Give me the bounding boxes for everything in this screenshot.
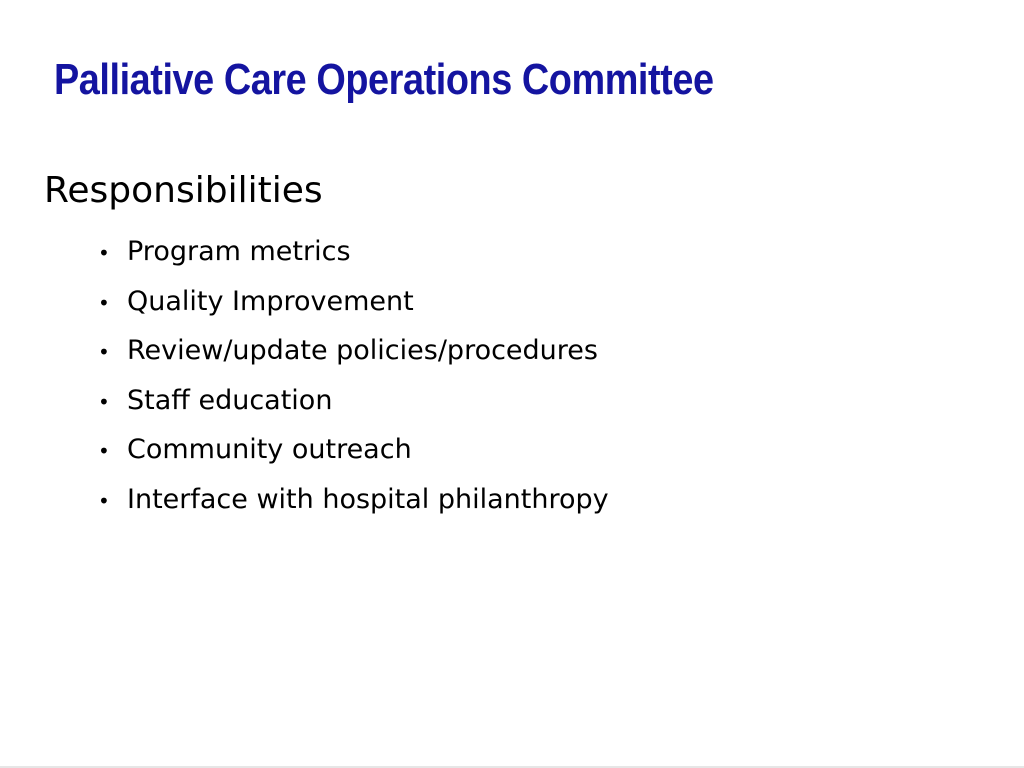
bullet-text: Community outreach [127,434,412,465]
list-item [98,335,609,385]
bullet-text: Staff education [127,384,333,416]
list-item [98,236,609,286]
list-item [98,286,609,336]
bullet-text: Interface with hospital philanthropy [127,483,609,515]
bullet-list [98,236,609,533]
slide-title: Palliative Care Operations Committee [54,55,714,104]
bullet-text: Review/update policies/procedures [127,335,598,366]
bullet-icon: • [98,488,110,513]
bullet-icon: • [98,290,110,315]
bullet-icon: • [98,340,110,364]
bullet-icon: • [98,389,110,414]
bullet-text: Program metrics [127,236,351,267]
bullet-icon: • [98,439,110,463]
bullet-text: Quality Improvement [127,285,414,317]
list-item [98,434,609,484]
section-heading: Responsibilities [44,170,323,211]
list-item [98,484,609,534]
list-item [98,385,609,435]
bullet-icon: • [98,241,110,265]
